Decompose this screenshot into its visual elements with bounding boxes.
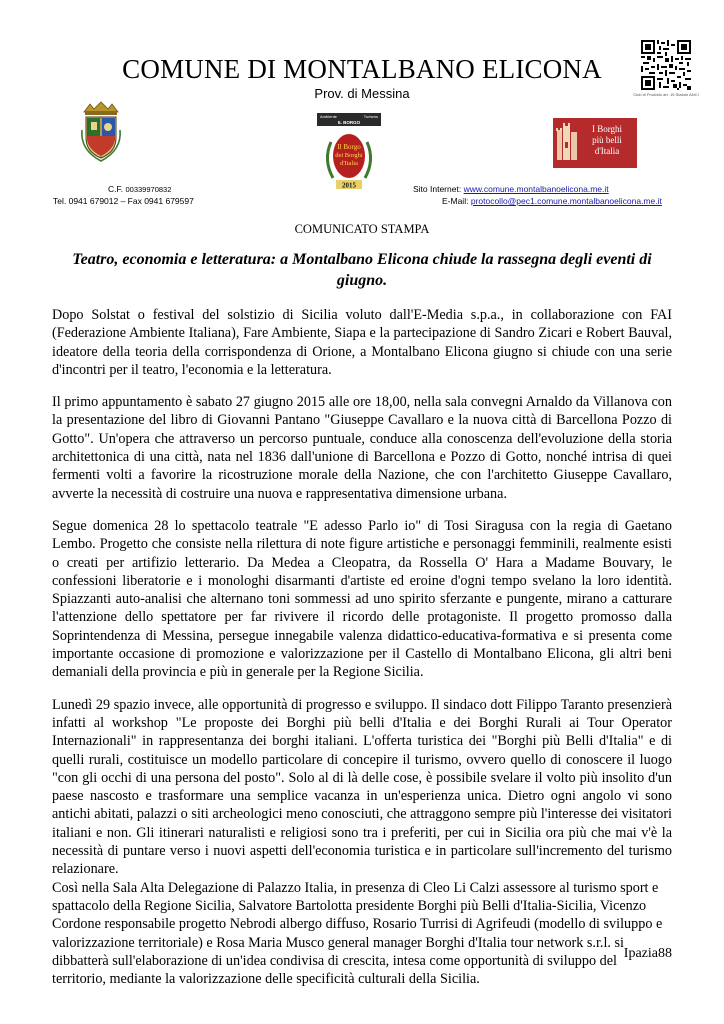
qr-caption: Club di Prodotto art. 15 Statuto ANCI xyxy=(633,92,699,97)
borgo-logo-top-left: Ambiente xyxy=(320,114,337,119)
borgo-logo-line2: dei Borghi xyxy=(335,152,363,159)
bbi-logo-line3: d'Italia xyxy=(594,146,620,156)
bbi-logo-line2: più belli xyxy=(592,135,622,145)
borgo-logo-line3: d'Italia xyxy=(340,160,358,167)
author-signature: Ipazia88 xyxy=(623,946,672,961)
paragraph: Così nella Sala Alta Delegazione di Palazzo Italia, in presenza di Cleo Li Calzi assessore al turismo sport e spattacolo della Regione Sicilia, Salvatore Bartolotta presidente Borghi più Belli d'Italia-Sicilia, Vicenzo Cordone responsabile progetto Nebrodi albergo diffuso, Rosario Turrisi di Agrifeudi (modello di sviluppo e valorizzazione territoriale) e Rosa Maria Musco general manager Borghi d'Italia tour network s.r.l. si dibbatterà sull'elaborazione di un'idea condivisa di crescita, intesa come opportunità di sviluppo del territorio, mediante la valorizzazione delle specificità culturali della Sicilia. xyxy=(52,879,663,988)
page-title: COMUNE DI MONTALBANO ELICONA xyxy=(122,54,602,84)
press-release-label: COMUNICATO STAMPA xyxy=(294,222,430,236)
borgo-logo-year: 2015 xyxy=(342,181,356,190)
paragraph: Il primo appuntamento è sabato 27 giugno 2015 alle ore 18,00, nella sala convegni Arnaldo da Villanova con la presentazione del libro di Giovanni Pantano "Giuseppe Cavallaro e la nuova città di Barcellona Pozzo di Gotto". Un'opera che attraverso un percorso puntuale, conduce alla conoscenza dell'evoluzione della storia architettonica di una città, nata nel 1836 dall'unione di Barcellona e Pozzo di Gotto, nonché intrisa di quei fermenti volti a favorire la ricostruzione morale della Nazione, che con l'architetto Giuseppe Cavallaro, avverte la necessità di costruire una nuova e rappresentativa dimensione urbana. xyxy=(52,394,672,502)
paragraph: Lunedì 29 spazio invece, alle opportunità di progresso e sviluppo. Il sindaco dott Filippo Taranto presenzierà infatti al workshop "Le proposte dei Borghi più belli d'Italia e dei Borghi Rurali ai Tour Operator Internazionali" in rappresentanza dei borghi italiani. L'offerta turistica dei "Borghi più Belli d'Italia" e di quelli rurali, costituisce un modello particolare di concepire il turismo, ovvero quello di conoscere il luogo "con gli occhi di una persona del posto". Solo al di là delle cose, è possibile svelare il volto più insolito d'un paese nascosto e trasformare una semplice vacanza in un'esperienza unica. Dietro ogni angolo vi sono antichi abitati, palazzi o siti archeologici meno conosciuti, che attraggono sempre più l'interesse dei visitatori italiani e non. Gli itinerari naturalisti e religiosi sono tra i preferiti, per cui in Sicilia ora più che mai v'è la necessità di puntare verso i nuovi aspetti dell'economia turistica e in particolare sull'incremento del turismo relazionare. xyxy=(52,696,672,878)
qr-code-icon xyxy=(641,40,691,90)
website-link[interactable]: www.comune.montalbanoelicona.me.it xyxy=(463,184,609,194)
phone-fax: Tel. 0941 679012 – Fax 0941 679597 xyxy=(53,196,194,206)
fiscal-code-label: C.F. xyxy=(108,184,124,194)
bbi-logo-line1: I Borghi xyxy=(591,124,623,134)
email xyxy=(442,195,662,207)
fiscal-code-value: 00339970832 xyxy=(125,185,172,194)
borgo-logo-line1: Il Borgo xyxy=(337,143,361,151)
headline: Teatro, economia e letteratura: a Montalbano Elicona chiude la rassegna degli eventi di giugno. xyxy=(72,251,652,289)
email-link[interactable]: protocollo@pec1.comune.montalbanoelicona.me.it xyxy=(470,196,662,206)
website xyxy=(413,183,609,195)
paragraph: Segue domenica 28 lo spettacolo teatrale "E adesso Parlo io" di Tosi Siragusa con la regia di Gaetano Lembo. Progetto che consiste nella rilettura di note figure artistiche e personaggi femminili, realmente esisti o creati per artifizio letterario. Da Medea a Cleopatra, da Rossella O' Hara a Madame Bouvary, le confessioni liberatorie e i monologhi disarmanti d'artiste ed eroine d'ogni tempo svelano la loro identità. Spiazzanti auto-analisi che alternano toni sommessi ad uno spirito sferzante e pungente, mirano a catturare l'attenzione dello spettatore per far rivivere il ricordo delle protagoniste. Il progetto promosso dalla Soprintendenza di Messina, persegue innegabile valenza didattico-educativa-formativa e si presenta come importante occasione di promozione e valorizzazione per il Castello di Montalbano Elicona, gli altri beni demaniali della provincia e più in generale per la Regione Sicilia. xyxy=(52,517,672,681)
borgo-logo-brand: IL BORGO xyxy=(337,120,361,125)
paragraph: Dopo Solstat o festival del solstizio di Sicilia voluto dall'E-Media s.p.a., in collaborazione con FAI (Federazione Ambiente Italiana), Fare Ambiente, Siapa e la partecipazione di Sandro Zicari e Robert Bauval, ideatore della teoria della corrispondenza di Orione, a Montalbano Elicona giugno si chiude con una serie d'incontri per il teatro, l'economia e la letteratura. xyxy=(52,307,672,378)
borgo-logo-top-right: Turismo xyxy=(363,114,378,119)
borgo-dei-borghi-logo xyxy=(317,112,381,190)
website-label: Sito Internet: xyxy=(413,184,462,194)
province-subtitle: Prov. di Messina xyxy=(314,86,410,101)
email-label: E-Mail: xyxy=(442,196,469,206)
article-body xyxy=(52,306,672,988)
borghi-piu-belli-logo xyxy=(553,118,637,174)
coat-of-arms-icon xyxy=(78,100,124,162)
